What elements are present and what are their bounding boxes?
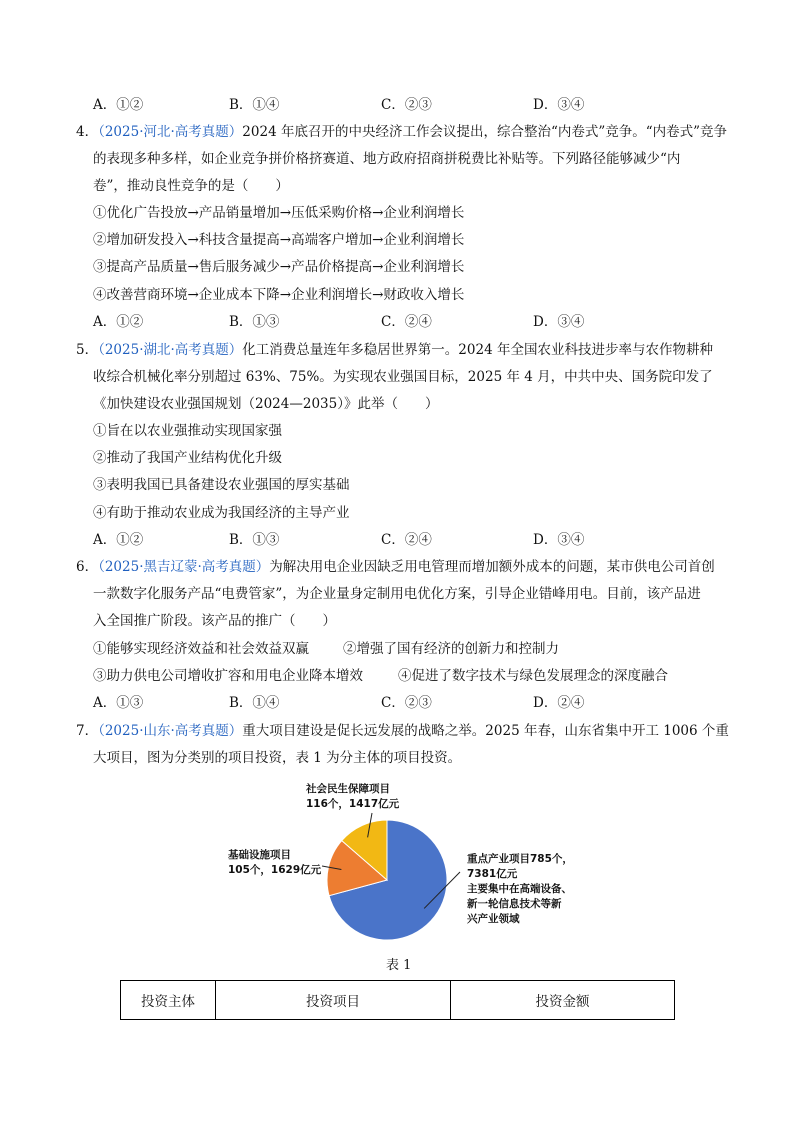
question-text: 化工消费总量连年多稳居世界第一。2024 年全国农业科技进步率与农作物耕种 xyxy=(242,342,713,358)
q5-line-3: 《加快建设农业强国规划（2024—2035）》此举（ ） xyxy=(93,396,439,412)
q5-item-2: ②推动了我国产业结构优化升级 xyxy=(93,450,282,466)
option-a: A．①③ xyxy=(93,695,144,711)
option-a: A．①② xyxy=(93,97,144,113)
question-source: （2025·湖北·高考真题） xyxy=(98,342,243,358)
q6-line-2: 一款数字化服务产品“电费管家”，为企业量身定制用电优化方案，引导企业错峰用电。目前，该产品进 xyxy=(93,586,701,602)
question-source: （2025·山东·高考真题） xyxy=(98,723,243,739)
option-b: B．①④ xyxy=(229,97,280,113)
option-c: C．②③ xyxy=(381,97,432,113)
q6-line-3: 入全国推广阶段。该产品的推广（ ） xyxy=(93,613,336,629)
option-d: D．③④ xyxy=(533,97,585,113)
leader-line-key xyxy=(424,872,460,908)
q6-line-1 xyxy=(76,557,715,577)
question-number: 7． xyxy=(76,723,99,739)
option-b: B．①③ xyxy=(229,314,280,330)
q4-item-3: ③提高产品质量→售后服务减少→产品价格提高→企业利润增长 xyxy=(93,259,465,275)
question-text: 2024 年底召开的中央经济工作会议提出，综合整治“内卷式”竞争。“内卷式”竞争 xyxy=(242,124,728,140)
question-source: （2025·黑吉辽蒙·高考真题） xyxy=(98,559,270,575)
option-a: A．①② xyxy=(93,314,144,330)
question-text: 重大项目建设是促长远发展的战略之举。2025 年春，山东省集中开工 1006 个重 xyxy=(242,723,729,739)
leader-line-infra xyxy=(322,866,341,870)
question-text: 为解决用电企业因缺乏用电管理而增加额外成本的问题，某市供电公司首创 xyxy=(269,559,715,575)
option-c: C．②④ xyxy=(381,532,432,548)
q5-line-1 xyxy=(76,340,713,360)
option-d: D．③④ xyxy=(533,314,585,330)
label-key-line2: 7381亿元 xyxy=(467,868,518,880)
table-header-row xyxy=(121,981,675,1020)
option-d: D．③④ xyxy=(533,532,585,548)
q7-line-2: 大项目，图为分类别的项目投资，表 1 为分主体的项目投资。 xyxy=(93,750,462,766)
question-number: 5． xyxy=(76,342,99,358)
q5-item-4: ④有助于推动农业成为我国经济的主导产业 xyxy=(93,505,350,521)
option-b: B．①③ xyxy=(229,532,280,548)
q4-line-3: 卷”，推动良性竞争的是（ ） xyxy=(93,178,289,194)
q7-line-1 xyxy=(76,721,729,741)
question-number: 4． xyxy=(76,124,99,140)
q4-item-1: ①优化广告投放→产品销量增加→压低采购价格→企业利润增长 xyxy=(93,205,465,221)
label-infra-line1: 基础设施项目 xyxy=(228,849,291,861)
q5-item-1: ①旨在以农业强推动实现国家强 xyxy=(93,423,282,439)
slice-infrastructure xyxy=(327,841,387,896)
label-key-line1: 重点产业项目785个， xyxy=(467,853,573,865)
label-social-line2: 116个，1417亿元 xyxy=(306,798,400,810)
label-key-line4: 新一轮信息技术等新 xyxy=(467,898,562,910)
header-subject: 投资主体 xyxy=(121,981,216,1020)
q6-item-4: ④促进了数字技术与绿色发展理念的深度融合 xyxy=(398,668,668,684)
label-key-line5: 兴产业领域 xyxy=(467,913,520,925)
slice-key-industry xyxy=(329,820,447,940)
q4-line-2: 的表现多种多样，如企业竞争拼价格挤赛道、地方政府招商拼税费比补贴等。下列路径能够减少“内 xyxy=(93,151,681,167)
option-c: C．②④ xyxy=(381,314,432,330)
label-infra-line2: 105个，1629亿元 xyxy=(228,864,322,876)
q4-item-4: ④改善营商环境→企业成本下降→企业利润增长→财政收入增长 xyxy=(93,287,465,303)
q4-line-1 xyxy=(76,122,727,142)
q5-item-3: ③表明我国已具备建设农业强国的厚实基础 xyxy=(93,477,350,493)
question-number: 6． xyxy=(76,559,99,575)
q4-item-2: ②增加研发投入→科技含量提高→高端客户增加→企业利润增长 xyxy=(93,232,465,248)
label-social-line1: 社会民生保障项目 xyxy=(306,783,390,795)
slice-social-welfare xyxy=(342,820,387,880)
table-caption: 表 1 xyxy=(386,958,412,973)
header-project: 投资项目 xyxy=(216,981,451,1020)
header-amount: 投资金额 xyxy=(451,981,675,1020)
q5-line-2: 收综合机械化率分别超过 63%、75%。为实现农业强国目标，2025 年 4 月，中共中央、国务院印发了 xyxy=(93,369,713,385)
q6-item-1: ①能够实现经济效益和社会效益双赢 xyxy=(93,641,309,657)
q6-item-2: ②增强了国有经济的创新力和控制力 xyxy=(343,641,559,657)
question-source: （2025·河北·高考真题） xyxy=(98,124,243,140)
option-a: A．①② xyxy=(93,532,144,548)
investment-table xyxy=(120,980,675,1020)
leader-line-social xyxy=(368,813,372,837)
label-key-line3: 主要集中在高端设备、 xyxy=(467,883,572,895)
q6-item-3: ③助力供电公司增收扩容和用电企业降本增效 xyxy=(93,668,363,684)
option-b: B．①④ xyxy=(229,695,280,711)
option-c: C．②③ xyxy=(381,695,432,711)
option-d: D．②④ xyxy=(533,695,585,711)
